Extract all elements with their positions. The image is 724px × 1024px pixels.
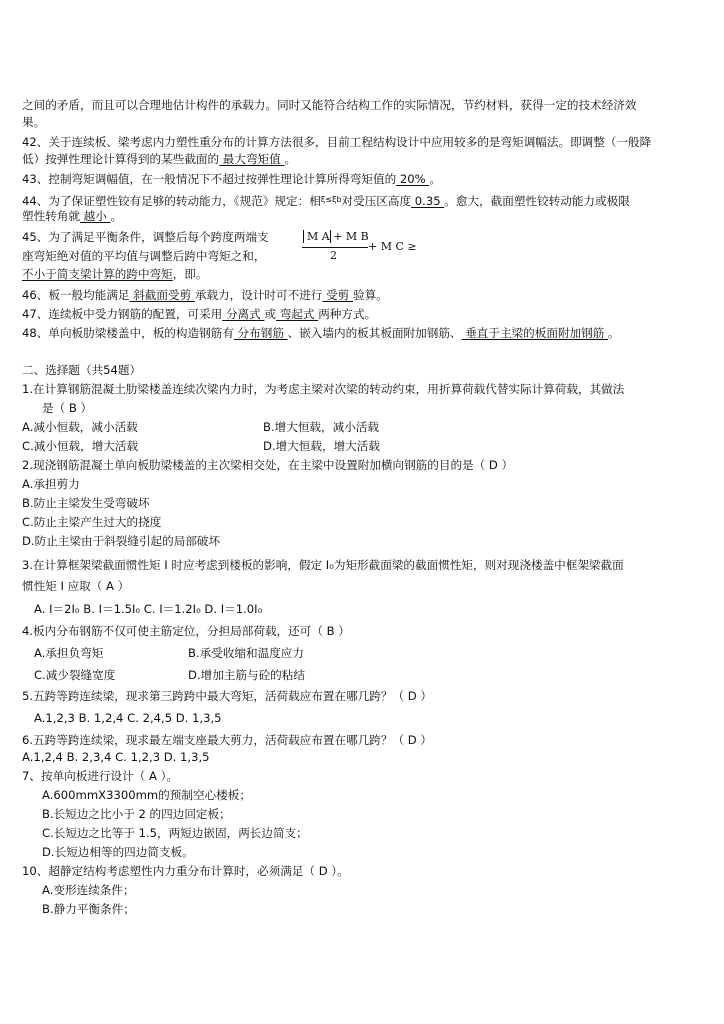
fraction-bar	[302, 247, 368, 248]
question-3: 惯性矩 I 应取（ A ）	[22, 579, 130, 593]
item-48: 48、单向板肋梁楼盖中，板的构造钢筋有 分布钢筋 、嵌入墙内的板其板面附加钢筋、 垂直于主梁的板面附加钢筋 。	[22, 326, 620, 340]
options-row: A.1,2,4 B. 2,3,4 C. 1,2,3 D. 1,3,5	[22, 750, 210, 764]
option: A.600mmX3300mm的预制空心楼板；	[42, 788, 251, 802]
options-row: A.1,2,3 B. 1,2,4 C. 2,4,5 D. 1,3,5	[34, 711, 222, 725]
option: A.变形连续条件；	[42, 883, 135, 897]
paragraph-continuation: 之间的矛盾，而且可以合理地估计构件的承载力。同时又能符合结构工作的实际情况，节约材料，获得一定的技术经济效	[22, 98, 637, 112]
options-row: A. I＝2I₀ B. I＝1.5I₀ C. I＝1.2I₀ D. I＝1.0I₀	[34, 602, 263, 616]
answer-blank: 垂直于主梁的板面附加钢筋	[461, 326, 609, 340]
answer-blank: 越小	[79, 209, 111, 223]
option: A.承担剪力	[22, 477, 80, 491]
item-44: 塑性转角就 越小 。	[22, 209, 123, 223]
option: D.增加主筋与砼的粘结	[188, 668, 305, 682]
item-45: 座弯矩绝对值的平均值与调整后跨中弯矩之和，	[22, 249, 266, 263]
option: C.减少裂缝宽度	[34, 668, 116, 682]
question-1: 是（ B ）	[42, 401, 93, 415]
option: D.防止主梁由于斜裂缝引起的局部破坏	[22, 534, 221, 548]
option: A.承担负弯矩	[34, 646, 104, 660]
option: B.长短边之比小于 2 的四边回定板；	[42, 807, 231, 821]
question-6: 6.五跨等跨连续梁，现求最左端支座最大剪力，活荷载应布置在哪几跨？（ D ）	[22, 733, 432, 747]
option: C.防止主梁产生过大的挠度	[22, 515, 162, 529]
option: C.减小恒载，增大活载	[22, 439, 139, 453]
item-42: 低）按弹性理论计算得到的某些截面的 最大弯矩值 。	[22, 152, 297, 166]
answer-blank: 弯起式	[276, 307, 319, 321]
paragraph-continuation: 果。	[22, 115, 46, 129]
option: C.长短边之比等于 1.5，两短边嵌固，两长边简支；	[42, 826, 308, 840]
item-44: 44、为了保证塑性铰有足够的转动能力，《规范》规定：相$^{\xi\le\xi b}$对受压区高度 0.35 。愈大，截面塑性铰转动能力或极限	[22, 194, 630, 208]
answer-blank: 0.35	[411, 194, 445, 208]
answer-blank: 分布钢筋	[233, 326, 288, 340]
item-43: 43、控制弯矩调幅值，在一般情况下不超过按弹性理论计算所得弯矩值的 20% 。	[22, 172, 441, 186]
answer-blank: 斜截面受剪	[129, 288, 195, 302]
question-2: 2.现浇钢筋混凝土单向板肋梁楼盖的主次梁相交处，在主梁中设置附加横向钢筋的目的是（ D ）	[22, 458, 514, 472]
option: D.增大恒载，增大活载	[263, 439, 380, 453]
answer-blank: 受剪	[322, 288, 353, 302]
formula-numerator: M A + M B	[307, 230, 369, 243]
option: B.增大恒载，减小活载	[263, 420, 379, 434]
option: B.承受收缩和温度应力	[188, 646, 304, 660]
option: B.静力平衡条件；	[42, 902, 135, 916]
item-42: 42、关于连续板、梁考虑内力塑性重分布的计算方法很多，目前工程结构设计中应用较多的是弯矩调幅法。即调整（一般降	[22, 135, 652, 149]
question-4: 4.板内分布钢筋不仅可使主筋定位，分担局部荷载，还可（ B ）	[22, 624, 350, 638]
item-46: 46、板一般均能满足 斜截面受剪 承载力，设计时可不进行 受剪 验算。	[22, 288, 388, 302]
answer-blank: 分离式	[222, 307, 265, 321]
option: A.减小恒载，减小活载	[22, 420, 138, 434]
question-5: 5.五跨等跨连续梁，现求第三跨跨中最大弯矩，活荷载应布置在哪几跨？（ D ）	[22, 689, 432, 703]
question-1: 1.在计算钢筋混凝土肋梁楼盖连续次梁内力时，为考虑主梁对次梁的转动约束，用折算荷载代替实际计算荷载，其做法	[22, 382, 625, 396]
item-47: 47、连续板中受力钢筋的配置，可采用 分离式 或 弯起式 两种方式。	[22, 307, 377, 321]
formula-tail: + M C ≥	[368, 240, 417, 253]
question-3: 3.在计算框架梁截面惯性矩 I 时应考虑到楼板的影响，假定 I₀为矩形截面梁的截面惯性矩，则对现浇楼盖中框架梁截面	[22, 558, 624, 572]
item-45: 45、为了满足平衡条件，调整后每个跨度两端支	[22, 230, 269, 244]
item-45: 不小于简支梁计算的跨中弯矩，即。	[22, 267, 208, 281]
option: D.长短边相等的四边简支板。	[42, 845, 194, 859]
option: B.防止主梁发生受弯破坏	[22, 496, 150, 510]
xi-over-h0-symbol: ξ≤ξb	[320, 195, 342, 204]
question-7: 7、按单向板进行设计（ A ）。	[22, 769, 179, 783]
answer-blank: 不小于简支梁计算的跨中弯矩	[22, 267, 173, 281]
answer-blank: 20%	[396, 172, 430, 186]
question-10: 10、超静定结构考虑塑性内力重分布计算时，必须满足（ D ）。	[22, 864, 349, 878]
section-heading: 二、选择题（共54题）	[22, 363, 142, 377]
answer-blank: 最大弯矩值	[219, 152, 285, 166]
formula-denominator: 2	[330, 249, 337, 262]
